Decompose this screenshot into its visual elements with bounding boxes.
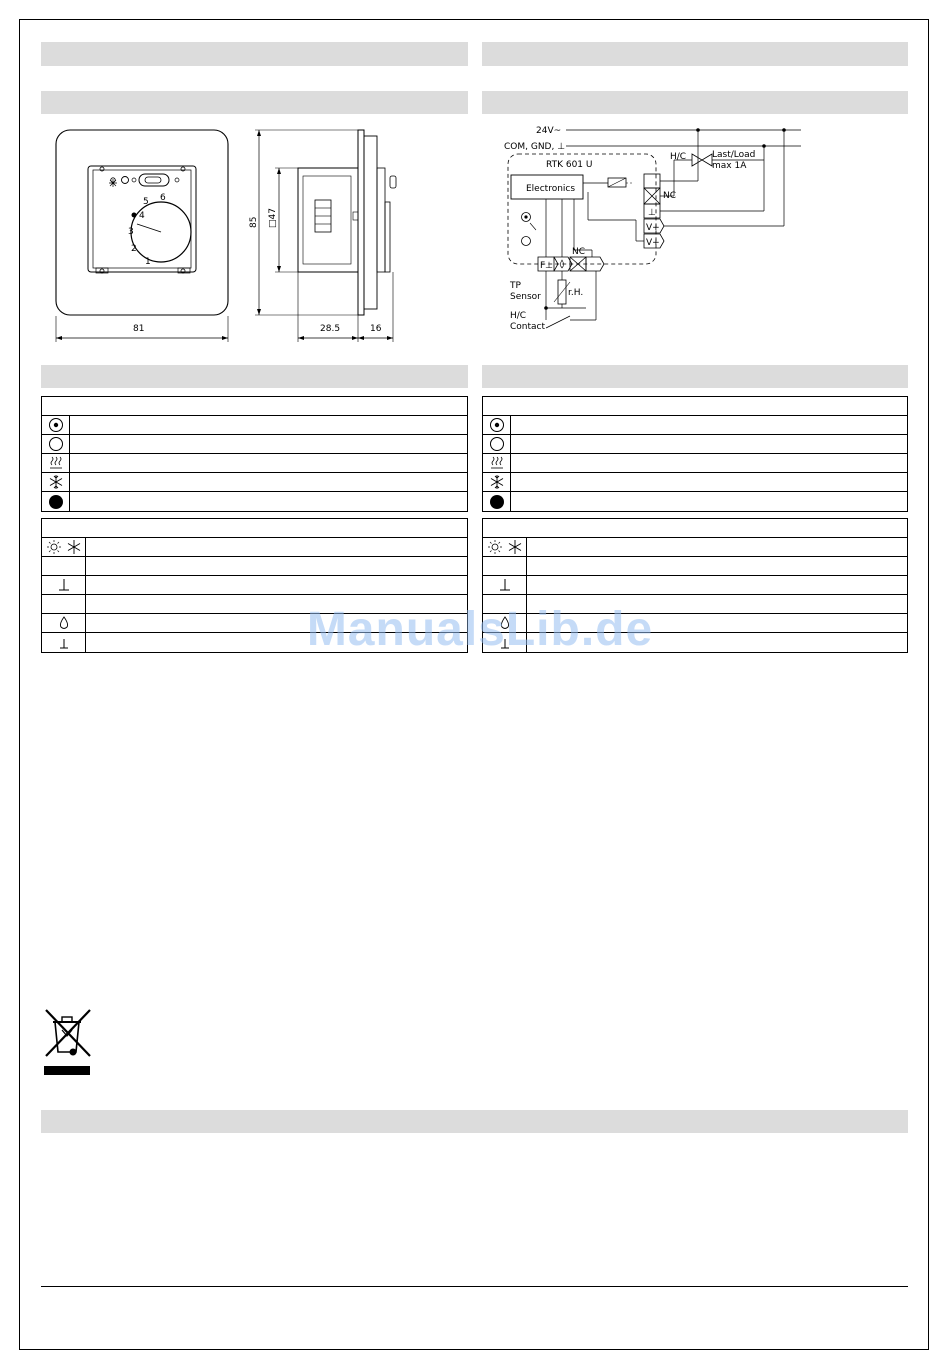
height-label: 85	[249, 216, 259, 228]
terminal-row	[483, 557, 907, 576]
section-bar-wiring	[482, 91, 908, 114]
width-label: 81	[133, 324, 145, 334]
legend-header	[483, 397, 907, 416]
hc-contact-1: H/C	[510, 311, 527, 321]
tp-label: TP	[510, 281, 521, 291]
legend-row	[42, 492, 467, 511]
snowflake-sun-icon	[109, 178, 117, 187]
legend-row	[483, 416, 907, 435]
vplus2-label: V+	[646, 238, 660, 248]
terminal-f: F⊥	[540, 261, 554, 271]
snowflake-icon	[483, 473, 511, 491]
dot-circle-icon	[483, 416, 511, 434]
sun-snowflake-icon	[42, 538, 86, 556]
led-legend-table-right	[482, 396, 908, 512]
section-bar-bottom	[41, 1110, 908, 1133]
filled-circle-icon	[42, 492, 70, 511]
legend-header	[42, 397, 467, 416]
section-bar-legend-right	[482, 365, 908, 388]
section-bar-dimensions	[41, 91, 468, 114]
terminal-header	[483, 519, 907, 538]
ground-icon	[42, 576, 86, 594]
depth-label: 28.5	[320, 324, 341, 334]
sensor-label: Sensor	[510, 292, 541, 302]
scale-6: 6	[160, 193, 166, 203]
section-bar-legend-left	[41, 365, 468, 388]
scale-2: 2	[131, 244, 137, 254]
scale-1: 1	[145, 257, 151, 267]
slide-switch	[139, 174, 169, 186]
open-circle-icon	[42, 435, 70, 453]
heat-waves-icon	[483, 454, 511, 472]
led-legend-table-left	[41, 396, 468, 512]
section-bar-top-left	[41, 42, 468, 66]
dot-circle-icon	[42, 416, 70, 434]
legend-row	[42, 454, 467, 473]
legend-row	[483, 435, 907, 454]
legend-row	[42, 473, 467, 492]
depth2-label: 16	[370, 324, 382, 334]
scale-3: 3	[128, 227, 134, 237]
terminal-row	[483, 576, 907, 595]
inner-label: □47	[268, 208, 278, 228]
nc2-label: NC	[572, 247, 586, 257]
electronics-label: Electronics	[526, 184, 576, 194]
terminal-row	[483, 538, 907, 557]
device-body	[298, 168, 358, 272]
weee-bin-icon	[43, 1008, 95, 1078]
supply-label: 24V~	[536, 126, 562, 136]
terminal-row	[42, 557, 467, 576]
footer-rule	[41, 1286, 908, 1287]
legend-row	[483, 473, 907, 492]
hc-label: H/C	[670, 152, 687, 162]
scale-5: 5	[143, 197, 149, 207]
front-plate	[56, 130, 228, 315]
section-bar-top-right	[482, 42, 908, 66]
com-label: COM, GND, ⊥	[504, 142, 566, 152]
open-circle-icon	[483, 435, 511, 453]
snowflake-icon	[42, 473, 70, 491]
hc-contact-2: Contact	[510, 322, 546, 332]
device-label: RTK 601 U	[546, 160, 593, 170]
watermark: ManualsLib.de	[306, 603, 654, 656]
ground-small-icon	[42, 633, 86, 652]
wiring-diagram	[496, 120, 806, 335]
legend-row	[483, 492, 907, 511]
led-indicator	[122, 177, 129, 184]
vplus-label: V+	[646, 223, 660, 233]
dimension-drawing	[41, 120, 441, 355]
ground-symbol: ⊥	[648, 208, 656, 218]
nc-label: NC	[663, 191, 677, 201]
legend-row	[483, 454, 907, 473]
heat-waves-icon	[42, 454, 70, 472]
max-label: max 1A	[712, 161, 747, 171]
legend-row	[42, 416, 467, 435]
scale-4: 4	[139, 211, 145, 221]
droplet-icon	[42, 614, 86, 632]
ground-icon	[483, 576, 527, 594]
terminal-row	[42, 576, 467, 595]
rh-label: r.H.	[568, 288, 584, 298]
load-label: Last/Load	[712, 150, 756, 160]
sun-snowflake-icon	[483, 538, 527, 556]
terminal-header	[42, 519, 467, 538]
legend-row	[42, 435, 467, 454]
terminal-row	[42, 538, 467, 557]
filled-circle-icon	[483, 492, 511, 511]
